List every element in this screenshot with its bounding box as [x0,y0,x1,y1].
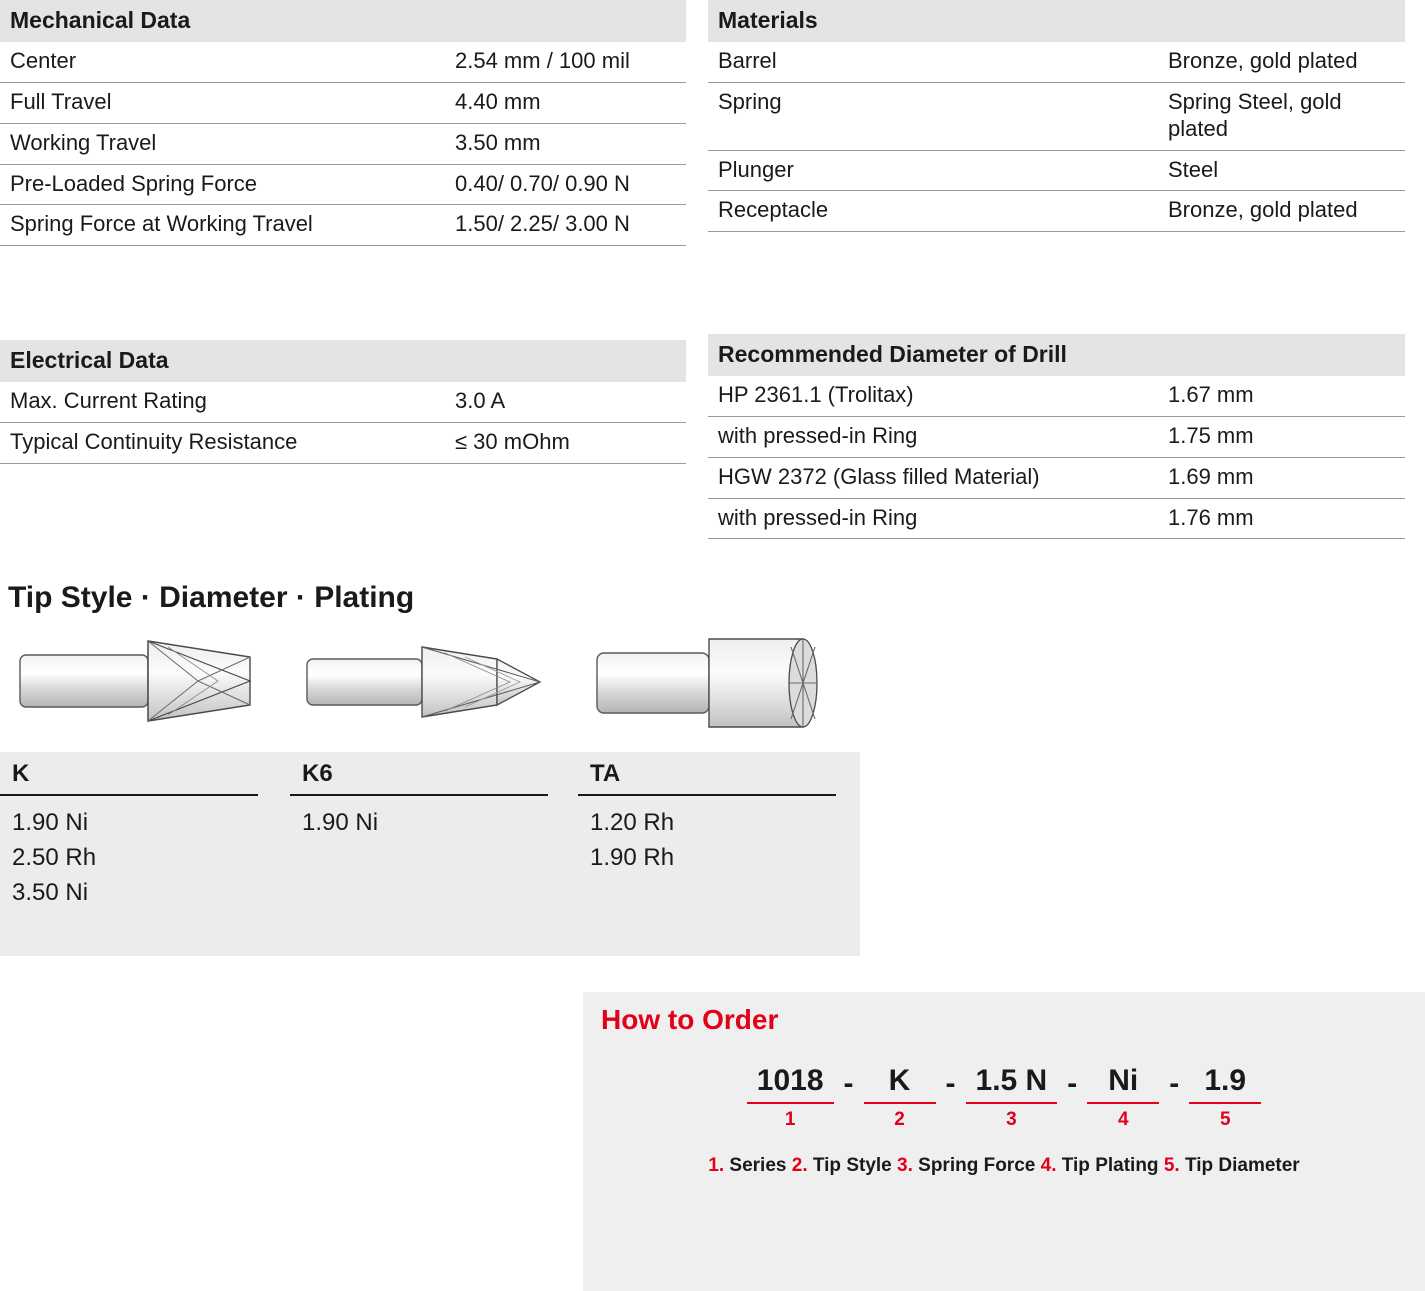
row-label: Working Travel [0,123,445,164]
row-value: 1.69 mm [1158,457,1405,498]
tip-style-options [578,796,850,876]
row-value: 1.50/ 2.25/ 3.00 N [445,205,686,246]
legend-index: 1. [708,1155,725,1176]
tip-style-column-k6 [290,752,562,956]
row-value: 1.76 mm [1158,498,1405,539]
tip-style-name: TA [578,752,836,796]
materials-title: Materials [708,0,1405,42]
tip-style-graphics [0,627,1425,752]
tip-flat-serrated-icon [595,627,845,737]
tip-option: 1.20 Rh [590,809,675,836]
drill-data-title: Recommended Diameter of Drill [708,334,1405,376]
tip-style-column-k [0,752,272,956]
row-label: Typical Continuity Resistance [0,422,445,463]
legend-index: 4. [1040,1155,1057,1176]
tip-style-options [0,796,272,910]
table-row [0,422,686,463]
row-value: 2.54 mm / 100 mil [445,42,686,82]
tip-option: 2.50 Rh [12,843,97,871]
electrical-data-title: Electrical Data [0,340,686,382]
table-row [0,205,686,246]
order-code-value: 1018 [747,1064,834,1104]
row-label: Spring Force at Working Travel [0,205,445,246]
tip-option: 1.90 Ni [302,809,379,836]
order-code-value: 1.9 [1189,1064,1261,1104]
order-code-value: 1.5 N [966,1064,1058,1104]
table-row [708,150,1405,191]
row-label: Full Travel [0,82,445,123]
row-value: 0.40/ 0.70/ 0.90 N [445,164,686,205]
row-label: Max. Current Rating [0,382,445,422]
row-label: Plunger [708,150,1158,191]
tip-style-table [0,752,860,956]
table-row [708,42,1405,82]
table-row [0,123,686,164]
legend-text: Series [729,1155,787,1176]
tip-style-section [0,575,1425,956]
how-to-order-title: How to Order [601,1004,779,1035]
tip-style-name: K6 [290,752,548,796]
tip-style-title: Tip Style · Diameter · Plating [8,581,415,614]
tip-option: 3.50 Ni [12,878,89,906]
tip-option: 1.90 Ni [12,809,89,836]
table-header-row [0,0,686,42]
row-value: 3.0 A [445,382,686,422]
order-code-legend [583,1153,1425,1180]
row-value: Bronze, gold plated [1158,191,1405,232]
legend-text: Spring Force [918,1155,1036,1176]
order-code-index: 2 [894,1109,905,1130]
table-row [0,82,686,123]
table-row [0,164,686,205]
table-row [708,191,1405,232]
row-label: with pressed-in Ring [708,498,1158,539]
order-code-part-2 [864,1064,936,1131]
order-code-index: 4 [1117,1109,1129,1130]
row-label: HP 2361.1 (Trolitax) [708,376,1158,416]
order-code-part-3 [966,1064,1058,1131]
order-code-index: 5 [1219,1109,1231,1130]
order-code-index: 3 [1006,1109,1017,1130]
drill-diameter-table [708,334,1405,539]
row-label: Barrel [708,42,1158,82]
table-row [708,498,1405,539]
mechanical-data-title: Mechanical Data [0,0,686,42]
order-code-separator: - [1169,1067,1180,1100]
tip-style-name: K [0,752,258,796]
legend-text: Tip Diameter [1184,1155,1300,1176]
order-code [583,1064,1425,1131]
order-code-part-4 [1087,1064,1159,1131]
row-value: 1.67 mm [1158,376,1405,416]
table-header-row [708,0,1405,42]
table-header-row [708,334,1405,376]
row-value: Bronze, gold plated [1158,42,1405,82]
how-to-order-panel [583,992,1425,1291]
row-label: Pre-Loaded Spring Force [0,164,445,205]
order-code-separator: - [945,1067,956,1100]
tip-style-options [290,796,562,841]
order-code-separator: - [843,1067,854,1100]
order-code-part-1 [747,1064,834,1131]
table-row [708,376,1405,416]
legend-index: 3. [897,1155,913,1176]
row-value: 3.50 mm [445,123,686,164]
row-value: 4.40 mm [445,82,686,123]
row-label: HGW 2372 (Glass filled Material) [708,457,1158,498]
row-label: Center [0,42,445,82]
table-header-row [0,340,686,382]
row-value: ≤ 30 mOhm [445,422,686,463]
order-code-separator: - [1067,1067,1078,1100]
order-code-index: 1 [784,1109,796,1130]
table-row [0,382,686,422]
row-value: Steel [1158,150,1405,191]
order-code-value: K [864,1064,936,1104]
row-label: Spring [708,82,1158,150]
materials-table [708,0,1405,232]
legend-text: Tip Plating [1061,1155,1159,1176]
order-code-part-5 [1189,1064,1261,1131]
tip-cone-6-icon [305,627,555,737]
row-label: with pressed-in Ring [708,416,1158,457]
legend-index: 2. [791,1155,808,1176]
legend-index: 5. [1163,1155,1180,1176]
row-value: 1.75 mm [1158,416,1405,457]
table-row [708,457,1405,498]
mechanical-data-table [0,0,686,246]
legend-text: Tip Style [812,1155,892,1176]
row-label: Receptacle [708,191,1158,232]
row-value: Spring Steel, gold plated [1158,82,1405,150]
tip-cone-cross-icon [18,627,268,737]
electrical-data-table [0,340,686,464]
table-row [708,416,1405,457]
order-code-value: Ni [1087,1064,1159,1104]
table-row [0,42,686,82]
tip-option: 1.90 Rh [590,843,675,871]
table-row [708,82,1405,150]
tip-style-column-ta [578,752,850,956]
